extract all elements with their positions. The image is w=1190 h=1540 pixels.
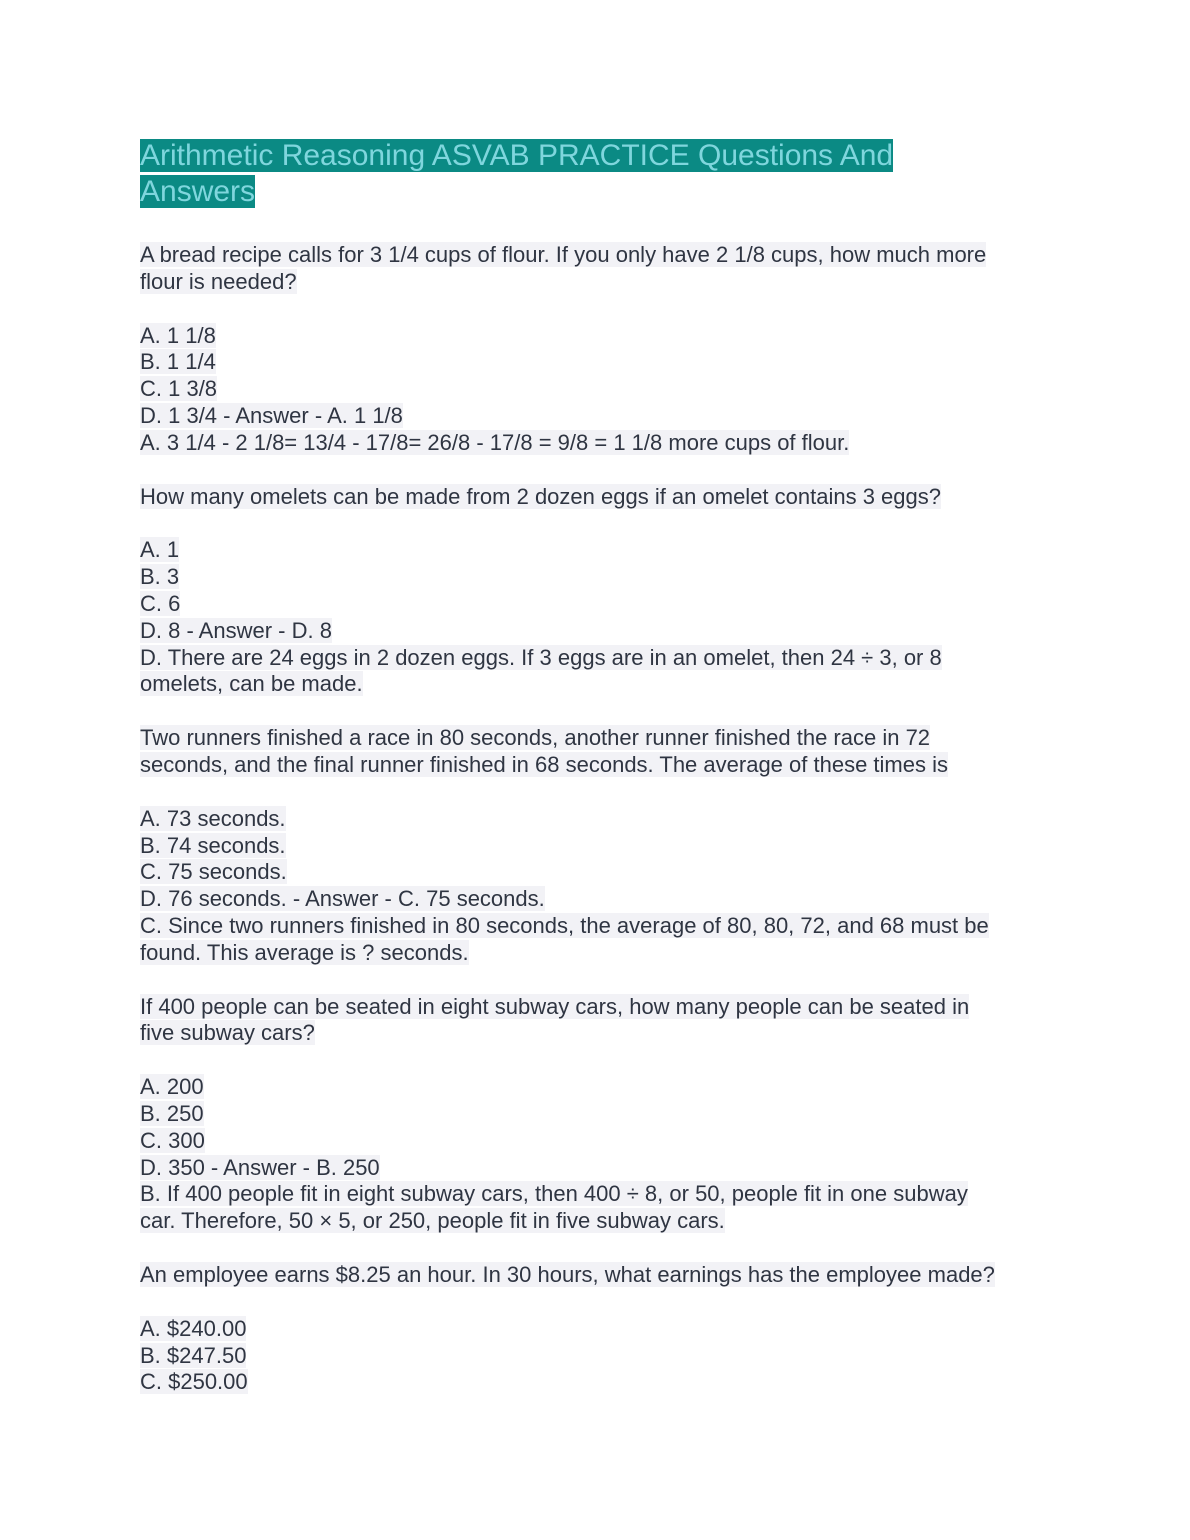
question-line-text: How many omelets can be made from 2 dozen eggs if an omelet contains 3 eggs?: [140, 483, 942, 509]
answer-option-text: D. 350 - Answer - B. 250: [140, 1154, 380, 1180]
question-line: [140, 484, 1070, 511]
explanation-line-text: D. There are 24 eggs in 2 dozen eggs. If 3 eggs are in an omelet, then 24 ÷ 3, or 8: [140, 644, 942, 670]
page-title-line-1: Arithmetic Reasoning ASVAB PRACTICE Questions And: [140, 139, 894, 172]
explanation-line: [140, 1181, 1070, 1208]
answer-option: [140, 403, 1070, 430]
answer-block: [140, 323, 1070, 457]
question-line: [140, 1262, 1070, 1289]
question-line-text: flour is needed?: [140, 268, 297, 294]
question-text: [140, 994, 1070, 1048]
answer-block: [140, 1316, 1070, 1396]
answer-option-text: A. 1 1/8: [140, 322, 216, 348]
answer-option-text: B. 3: [140, 564, 180, 590]
page-title: [140, 138, 940, 210]
document-page: [140, 138, 1070, 1423]
answer-option-text: D. 1 3/4 - Answer - A. 1 1/8: [140, 402, 403, 428]
answer-option: [140, 376, 1070, 403]
answer-option: [140, 1343, 1070, 1370]
question-line: [140, 242, 1070, 269]
answer-option-text: D. 76 seconds. - Answer - C. 75 seconds.: [140, 886, 545, 912]
answer-option: [140, 1155, 1070, 1182]
question-line: [140, 994, 1070, 1021]
explanation-line: [140, 671, 1070, 698]
answer-option: [140, 537, 1070, 564]
answer-option: [140, 323, 1070, 350]
explanation-line: [140, 940, 1070, 967]
answer-option: [140, 1101, 1070, 1128]
question-text: [140, 242, 1070, 296]
answer-option-text: B. 74 seconds.: [140, 832, 286, 858]
answer-option-text: A. 73 seconds.: [140, 805, 286, 831]
answer-option: [140, 1369, 1070, 1396]
answer-option: [140, 1128, 1070, 1155]
answer-block: [140, 806, 1070, 967]
question-text: [140, 1262, 1070, 1289]
answer-option-text: B. $247.50: [140, 1342, 247, 1368]
answer-option-text: C. $250.00: [140, 1369, 248, 1395]
answer-option: [140, 886, 1070, 913]
question-line: [140, 752, 1070, 779]
page-title-line-2: Answers: [140, 175, 256, 208]
explanation-line: [140, 913, 1070, 940]
answer-option-text: D. 8 - Answer - D. 8: [140, 617, 332, 643]
answer-option-text: A. 200: [140, 1074, 204, 1100]
question-line-text: A bread recipe calls for 3 1/4 cups of flour. If you only have 2 1/8 cups, how much more: [140, 242, 987, 267]
answer-block: [140, 537, 1070, 698]
answer-option: [140, 1316, 1070, 1343]
question-line: [140, 1020, 1070, 1047]
question-text: [140, 725, 1070, 779]
explanation-line-text: car. Therefore, 50 × 5, or 250, people fit in five subway cars.: [140, 1208, 725, 1234]
answer-option: [140, 618, 1070, 645]
explanation-line-text: found. This average is ? seconds.: [140, 939, 469, 965]
question-line: [140, 725, 1070, 752]
answer-option-text: C. 6: [140, 590, 181, 616]
answer-option-text: A. 1: [140, 537, 180, 563]
explanation-line: [140, 1208, 1070, 1235]
answer-option: [140, 349, 1070, 376]
explanation-line-text: omelets, can be made.: [140, 671, 363, 697]
question-text: [140, 484, 1070, 511]
explanation-line-text: C. Since two runners finished in 80 seconds, the average of 80, 80, 72, and 68 must be: [140, 912, 989, 938]
answer-option-text: B. 250: [140, 1100, 204, 1126]
answer-option: [140, 591, 1070, 618]
question-line: [140, 269, 1070, 296]
explanation-line-text: B. If 400 people fit in eight subway cars, then 400 ÷ 8, or 50, people fit in one subway: [140, 1181, 968, 1207]
answer-option-text: C. 75 seconds.: [140, 859, 287, 885]
answer-block: [140, 1074, 1070, 1235]
answer-option: [140, 564, 1070, 591]
question-line-text: An employee earns $8.25 an hour. In 30 hours, what earnings has the employee made?: [140, 1261, 995, 1287]
answer-option-text: A. $240.00: [140, 1315, 247, 1341]
question-line-text: five subway cars?: [140, 1020, 315, 1046]
answer-option-text: C. 300: [140, 1127, 205, 1153]
answer-option: [140, 806, 1070, 833]
question-line-text: If 400 people can be seated in eight subway cars, how many people can be seated in: [140, 993, 970, 1019]
explanation-line: [140, 430, 1070, 457]
answer-option: [140, 1074, 1070, 1101]
answer-option: [140, 833, 1070, 860]
explanation-line-text: A. 3 1/4 - 2 1/8= 13/4 - 17/8= 26/8 - 17/8 = 9/8 = 1 1/8 more cups of flour.: [140, 429, 850, 455]
question-line-text: Two runners finished a race in 80 seconds, another runner finished the race in 72: [140, 725, 931, 751]
answer-option: [140, 859, 1070, 886]
answer-option-text: C. 1 3/8: [140, 376, 218, 402]
explanation-line: [140, 645, 1070, 672]
question-list: [140, 242, 1070, 1396]
answer-option-text: B. 1 1/4: [140, 349, 216, 375]
question-line-text: seconds, and the final runner finished in 68 seconds. The average of these times is: [140, 751, 948, 777]
